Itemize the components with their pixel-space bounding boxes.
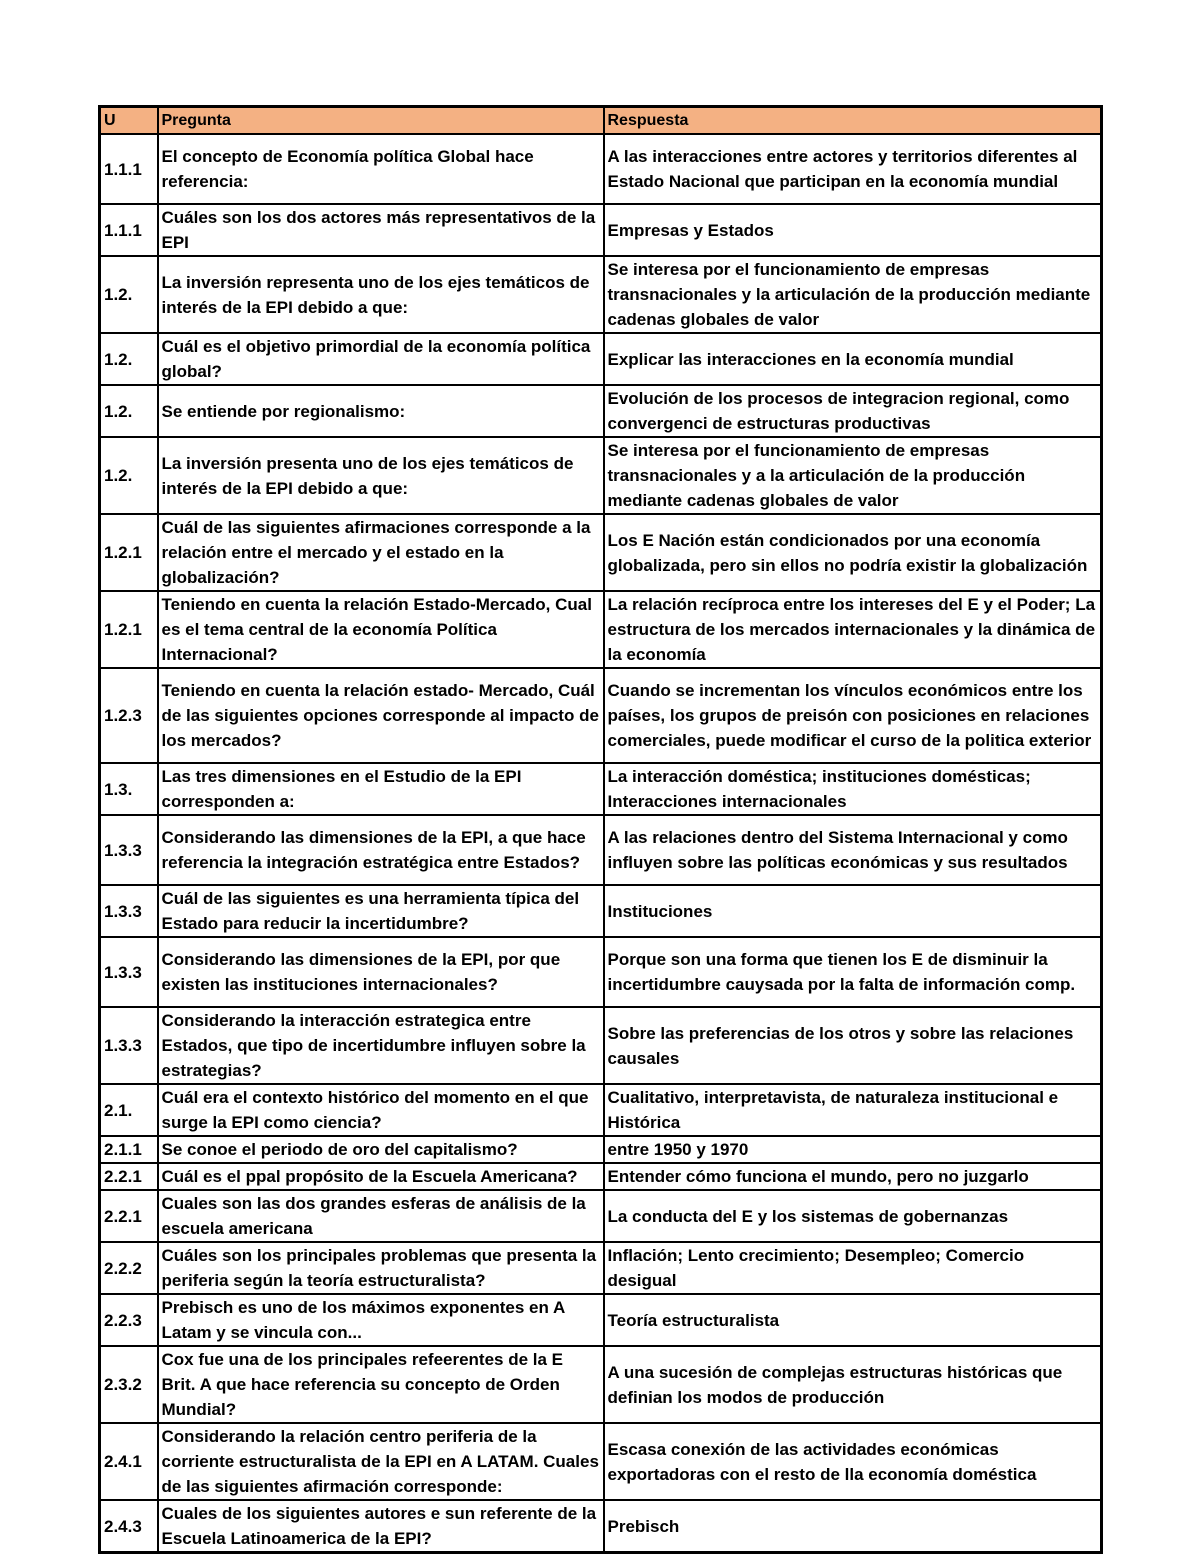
table-row xyxy=(100,591,1102,668)
table-row xyxy=(100,1007,1102,1084)
unit-cell: 2.1.1 xyxy=(100,1136,158,1163)
unit-cell: 1.2. xyxy=(100,385,158,437)
unit-cell: 2.4.1 xyxy=(100,1423,158,1500)
table-row xyxy=(100,1242,1102,1294)
question-cell: Cuál era el contexto histórico del momento en el que surge la EPI como ciencia? xyxy=(158,1084,604,1136)
unit-cell: 2.2.1 xyxy=(100,1163,158,1190)
table-row xyxy=(100,514,1102,591)
unit-cell: 1.2. xyxy=(100,333,158,385)
header-unit: U xyxy=(100,107,158,135)
answer-cell: Entender cómo funciona el mundo, pero no juzgarlo xyxy=(604,1163,1102,1190)
question-cell: Considerando las dimensiones de la EPI, por que existen las instituciones internacionales? xyxy=(158,937,604,1007)
answer-cell: Cualitativo, interpretavista, de naturaleza institucional e Histórica xyxy=(604,1084,1102,1136)
table-row xyxy=(100,1136,1102,1163)
unit-cell: 1.2. xyxy=(100,256,158,333)
question-cell: Considerando la interacción estrategica entre Estados, que tipo de incertidumbre influyen sobre la estrategias? xyxy=(158,1007,604,1084)
question-cell: Prebisch es uno de los máximos exponentes en A Latam y se vincula con... xyxy=(158,1294,604,1346)
answer-cell: A una sucesión de complejas estructuras históricas que definian los modos de producción xyxy=(604,1346,1102,1423)
answer-cell: Empresas y Estados xyxy=(604,204,1102,256)
unit-cell: 1.1.1 xyxy=(100,204,158,256)
table-row xyxy=(100,204,1102,256)
unit-cell: 1.3.3 xyxy=(100,937,158,1007)
unit-cell: 2.4.3 xyxy=(100,1500,158,1553)
table-row xyxy=(100,437,1102,514)
unit-cell: 1.1.1 xyxy=(100,134,158,204)
table-body xyxy=(100,134,1102,1553)
question-cell: Cox fue una de los principales refeerentes de la E Brit. A que hace referencia su concepto de Orden Mundial? xyxy=(158,1346,604,1423)
answer-cell: Evolución de los procesos de integracion regional, como convergenci de estructuras productivas xyxy=(604,385,1102,437)
table-row xyxy=(100,333,1102,385)
unit-cell: 2.2.1 xyxy=(100,1190,158,1242)
unit-cell: 2.3.2 xyxy=(100,1346,158,1423)
unit-cell: 1.2.3 xyxy=(100,668,158,763)
table-row xyxy=(100,134,1102,204)
answer-cell: Cuando se incrementan los vínculos económicos entre los países, los grupos de preisón con posiciones en relaciones comerciales, puede modificar el curso de la politica exterior xyxy=(604,668,1102,763)
table-row xyxy=(100,1294,1102,1346)
header-row xyxy=(100,107,1102,135)
table-row xyxy=(100,256,1102,333)
table-row xyxy=(100,1346,1102,1423)
answer-cell: Se interesa por el funcionamiento de empresas transnacionales y a la articulación de la producción mediante cadenas globales de valor xyxy=(604,437,1102,514)
question-cell: Considerando la relación centro periferia de la corriente estructuralista de la EPI en A LATAM. Cuales de las siguientes afirmación corresponde: xyxy=(158,1423,604,1500)
question-cell: Cuales de los siguientes autores e sun referente de la Escuela Latinoamerica de la EPI? xyxy=(158,1500,604,1553)
answer-cell: La interacción doméstica; instituciones domésticas; Interacciones internacionales xyxy=(604,763,1102,815)
question-cell: Teniendo en cuenta la relación estado- Mercado, Cuál de las siguientes opciones corresponde al impacto de los mercados? xyxy=(158,668,604,763)
question-cell: Las tres dimensiones en el Estudio de la EPI corresponden a: xyxy=(158,763,604,815)
unit-cell: 1.3. xyxy=(100,763,158,815)
unit-cell: 1.3.3 xyxy=(100,815,158,885)
table-row xyxy=(100,668,1102,763)
question-cell: Considerando las dimensiones de la EPI, a que hace referencia la integración estratégica entre Estados? xyxy=(158,815,604,885)
unit-cell: 1.2.1 xyxy=(100,514,158,591)
table-row xyxy=(100,763,1102,815)
table-row xyxy=(100,1084,1102,1136)
answer-cell: Escasa conexión de las actividades económicas exportadoras con el resto de lla economía doméstica xyxy=(604,1423,1102,1500)
question-cell: Cuáles son los principales problemas que presenta la periferia según la teoría estructuralista? xyxy=(158,1242,604,1294)
answer-cell: Porque son una forma que tienen los E de disminuir la incertidumbre cauysada por la falta de información comp. xyxy=(604,937,1102,1007)
unit-cell: 1.3.3 xyxy=(100,1007,158,1084)
answer-cell: entre 1950 y 1970 xyxy=(604,1136,1102,1163)
answer-cell: Prebisch xyxy=(604,1500,1102,1553)
header-answer: Respuesta xyxy=(604,107,1102,135)
answer-cell: A las interacciones entre actores y territorios diferentes al Estado Nacional que participan en la economía mundial xyxy=(604,134,1102,204)
question-cell: La inversión presenta uno de los ejes temáticos de interés de la EPI debido a que: xyxy=(158,437,604,514)
answer-cell: Sobre las preferencias de los otros y sobre las relaciones causales xyxy=(604,1007,1102,1084)
unit-cell: 1.2.1 xyxy=(100,591,158,668)
answer-cell: A las relaciones dentro del Sistema Internacional y como influyen sobre las políticas económicas y sus resultados xyxy=(604,815,1102,885)
question-cell: Teniendo en cuenta la relación Estado-Mercado, Cual es el tema central de la economía Política Internacional? xyxy=(158,591,604,668)
question-cell: Cuáles son los dos actores más representativos de la EPI xyxy=(158,204,604,256)
table-row xyxy=(100,1500,1102,1553)
answer-cell: Inflación; Lento crecimiento; Desempleo; Comercio desigual xyxy=(604,1242,1102,1294)
question-cell: Cuál de las siguientes afirmaciones corresponde a la relación entre el mercado y el estado en la globalización? xyxy=(158,514,604,591)
unit-cell: 2.2.3 xyxy=(100,1294,158,1346)
answer-cell: Se interesa por el funcionamiento de empresas transnacionales y la articulación de la producción mediante cadenas globales de valor xyxy=(604,256,1102,333)
question-cell: Se entiende por regionalismo: xyxy=(158,385,604,437)
question-cell: Cuál es el objetivo primordial de la economía política global? xyxy=(158,333,604,385)
table-row xyxy=(100,815,1102,885)
answer-cell: Teoría estructuralista xyxy=(604,1294,1102,1346)
answer-cell: Explicar las interacciones en la economía mundial xyxy=(604,333,1102,385)
question-cell: El concepto de Economía política Global hace referencia: xyxy=(158,134,604,204)
header-question: Pregunta xyxy=(158,107,604,135)
unit-cell: 2.1. xyxy=(100,1084,158,1136)
unit-cell: 1.2. xyxy=(100,437,158,514)
answer-cell: La conducta del E y los sistemas de gobernanzas xyxy=(604,1190,1102,1242)
unit-cell: 1.3.3 xyxy=(100,885,158,937)
answer-cell: Los E Nación están condicionados por una economía globalizada, pero sin ellos no podría existir la globalización xyxy=(604,514,1102,591)
question-cell: Se conoe el periodo de oro del capitalismo? xyxy=(158,1136,604,1163)
question-cell: Cuál de las siguientes es una herramienta típica del Estado para reducir la incertidumbre? xyxy=(158,885,604,937)
qa-table xyxy=(98,105,1103,1554)
question-cell: La inversión representa uno de los ejes temáticos de interés de la EPI debido a que: xyxy=(158,256,604,333)
table-row xyxy=(100,385,1102,437)
table-row xyxy=(100,1423,1102,1500)
question-cell: Cuales son las dos grandes esferas de análisis de la escuela americana xyxy=(158,1190,604,1242)
table-row xyxy=(100,885,1102,937)
table-row xyxy=(100,1163,1102,1190)
answer-cell: Instituciones xyxy=(604,885,1102,937)
answer-cell: La relación recíproca entre los intereses del E y el Poder; La estructura de los mercados internacionales y la dinámica de la economía xyxy=(604,591,1102,668)
table-row xyxy=(100,937,1102,1007)
question-cell: Cuál es el ppal propósito de la Escuela Americana? xyxy=(158,1163,604,1190)
unit-cell: 2.2.2 xyxy=(100,1242,158,1294)
table-row xyxy=(100,1190,1102,1242)
